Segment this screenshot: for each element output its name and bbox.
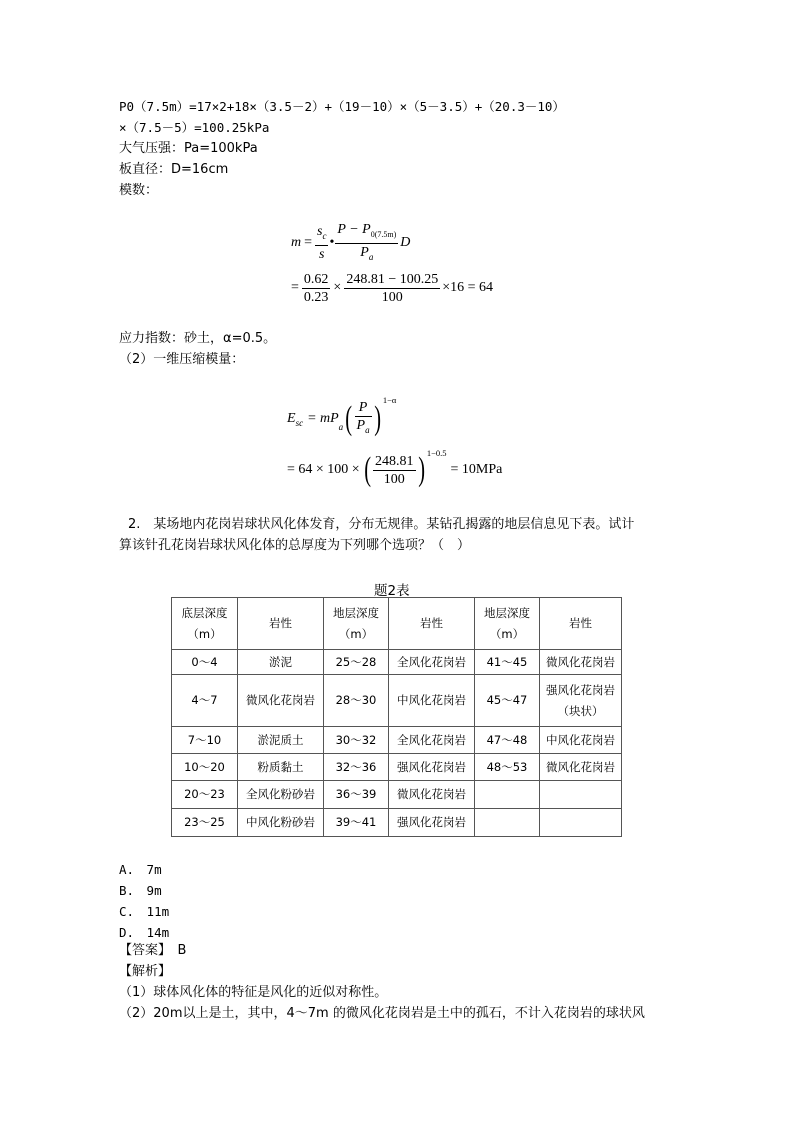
header-cell: 地层深度 （m）	[475, 598, 540, 650]
table-row	[172, 809, 622, 837]
option-b: B. 9m	[119, 883, 162, 898]
table-cell	[475, 781, 540, 809]
p0-calc-line-1: P0（7.5m）=17×2+18×（3.5－2）+（19－10）×（5－3.5）+（20.3－10）	[119, 99, 565, 114]
table-cell	[475, 809, 540, 837]
formula-m-numeric-fraction-1: $\frac{0.62}{0.23}$	[303, 271, 329, 305]
table-cell: 25～28	[324, 650, 389, 675]
table-cell: 全风化花岗岩	[389, 650, 475, 675]
formula-m-lhs: m	[291, 235, 302, 250]
formula-e-line-2: = 64 × 100 × ( $\frac{248.81}{100}$ ) 1−0.5 = 10MPa	[287, 448, 503, 488]
formula-e-numeric-fraction: $\frac{248.81}{100}$	[375, 453, 414, 487]
stress-index-line: 应力指数：砂土，α=0.5。	[119, 331, 277, 346]
step-2-label: （2）一维压缩模量：	[119, 352, 245, 367]
formula-m-pressure-fraction: $\frac{P - P_{0(7.5m)}}{P_a}$	[337, 221, 397, 262]
table-cell: 28～30	[324, 675, 389, 727]
table-title: 题2表	[374, 583, 410, 599]
table-cell: 微风化花岗岩	[540, 754, 622, 781]
table-cell: 粉质黏土	[238, 754, 324, 781]
table-cell: 淤泥质土	[238, 727, 324, 754]
option-a: A. 7m	[119, 862, 162, 877]
formula-m-eq: =	[304, 235, 313, 250]
table-cell: 39～41	[324, 809, 389, 837]
table-cell: 4～7	[172, 675, 238, 727]
table-cell: 全风化粉砂岩	[238, 781, 324, 809]
table-cell: 微风化花岗岩	[540, 650, 622, 675]
formula-m-result: ×16 = 64	[442, 280, 494, 295]
table-cell: 7～10	[172, 727, 238, 754]
analysis-line-1: （1）球体风化体的特征是风化的近似对称性。	[119, 985, 388, 1000]
question-line-2: 算该针孔花岗岩球状风化体的总厚度为下列哪个选项？（ ）	[119, 538, 471, 553]
question-line-1: 2. 某场地内花岗岩球状风化体发育，分布无规律。某钻孔揭露的地层信息见下表。试计	[128, 517, 635, 532]
table-cell: 微风化花岗岩	[238, 675, 324, 727]
table-cell: 47～48	[475, 727, 540, 754]
table-cell: 32～36	[324, 754, 389, 781]
answer-line: 【答案】 B	[119, 943, 187, 958]
option-d: D. 14m	[119, 925, 170, 940]
strata-table	[171, 597, 622, 837]
analysis-line-2: （2）20m以上是土，其中，4～7m 的微风化花岗岩是土中的孤石，不计入花岗岩的球状风	[119, 1006, 645, 1021]
header-cell: 底层深度 （m）	[172, 598, 238, 650]
formula-e-line-1: $E_{sc}$ = mP $_a$ ( $\frac{P}{P_a}$ ) 1−α	[287, 395, 397, 437]
table-header-row	[172, 598, 622, 650]
formula-m-ratio-fraction: $\frac{s_c}{s}$	[317, 224, 327, 262]
formula-m-numeric-fraction-2: $\frac{248.81 - 100.25}{100}$	[346, 271, 439, 305]
table-row	[172, 781, 622, 809]
header-cell: 岩性	[389, 598, 475, 650]
formula-e-pressure-ratio: $\frac{P}{P_a}$	[356, 400, 370, 435]
header-cell: 地层深度 （m）	[324, 598, 389, 650]
table-cell: 36～39	[324, 781, 389, 809]
table-cell: 中风化粉砂岩	[238, 809, 324, 837]
table-cell: 20～23	[172, 781, 238, 809]
analysis-label: 【解析】	[119, 964, 172, 979]
modulus-label: 模数：	[119, 183, 159, 198]
formula-m-line-1	[291, 221, 410, 265]
option-c: C. 11m	[119, 904, 170, 919]
header-cell: 岩性	[540, 598, 622, 650]
table-cell: 41～45	[475, 650, 540, 675]
formula-m-d: D	[400, 235, 411, 250]
table-cell: 23～25	[172, 809, 238, 837]
formula-m-line-2: = $\frac{0.62}{0.23}$ × $\frac{248.81 - 100.25}{100}$ ×16 = 64	[291, 271, 494, 305]
table-cell: 48～53	[475, 754, 540, 781]
p0-calc-line-2: ×（7.5－5）=100.25kPa	[119, 120, 270, 135]
table-row	[172, 727, 622, 754]
table-cell: 中风化花岗岩	[540, 727, 622, 754]
table-cell: 淤泥	[238, 650, 324, 675]
table-cell: 30～32	[324, 727, 389, 754]
header-cell: 岩性	[238, 598, 324, 650]
table-row	[172, 650, 622, 675]
formula-e-result: = 10MPa	[450, 462, 503, 477]
formula-e-exponent-2: 1−0.5	[426, 448, 447, 458]
table-cell: 45～47	[475, 675, 540, 727]
formula-e-lhs: $E_{sc}$	[287, 410, 304, 428]
atm-pressure-line: 大气压强：Pa=100kPa	[119, 141, 258, 156]
table-cell: 中风化花岗岩	[389, 675, 475, 727]
table-cell: 10～20	[172, 754, 238, 781]
plate-diameter-line: 板直径：D=16cm	[119, 162, 229, 177]
table-cell: 强风化花岗岩	[389, 809, 475, 837]
table-cell: 全风化花岗岩	[389, 727, 475, 754]
formula-e-exponent-1: 1−α	[382, 395, 397, 405]
table-cell	[540, 781, 622, 809]
table-cell: 0～4	[172, 650, 238, 675]
table-cell: 微风化花岗岩	[389, 781, 475, 809]
table-cell: 强风化花岗岩	[389, 754, 475, 781]
table-row	[172, 675, 622, 727]
table-cell	[540, 809, 622, 837]
formula-m-dot: •	[329, 235, 335, 250]
table-row	[172, 754, 622, 781]
table-cell: 强风化花岗岩 （块状）	[540, 675, 622, 727]
